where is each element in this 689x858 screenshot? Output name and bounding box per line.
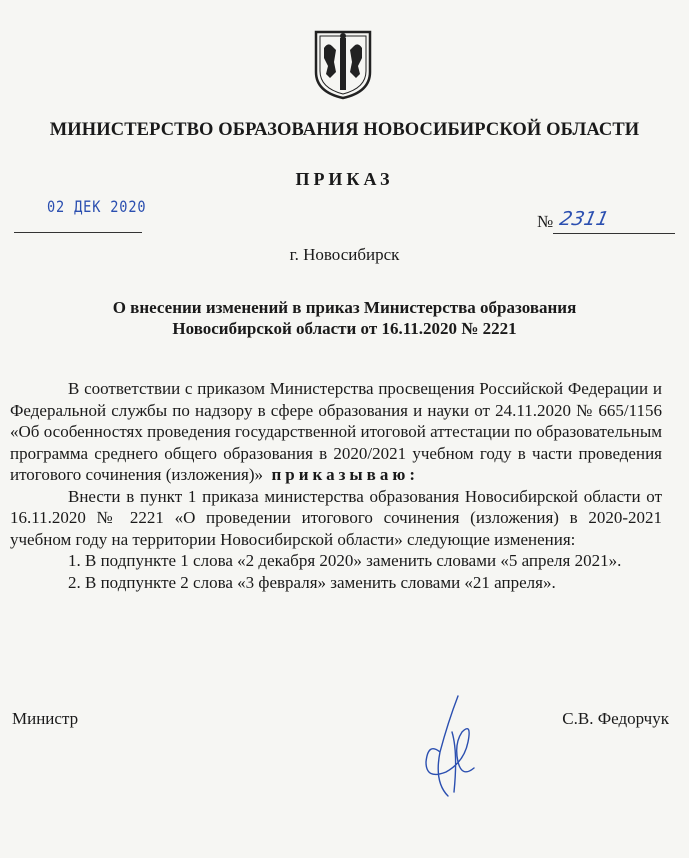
subject-line-1: О внесении изменений в приказ Министерства образования bbox=[112, 298, 577, 317]
signature bbox=[418, 692, 488, 802]
instruction-paragraph: Внести в пункт 1 приказа министерства образования Новосибирской области от 16.11.2020 № 2221 «О проведении итогового сочинения (изложения) в 2020-2021 учебном году на территории Новосибирской области» следующие изменения: bbox=[10, 486, 662, 549]
list-item-1: 1. В подпункте 1 слова «2 декабря 2020» заменить словами «5 апреля 2021». bbox=[68, 551, 622, 570]
preamble-paragraph bbox=[10, 378, 662, 486]
number-label: № bbox=[537, 212, 554, 231]
subject-line-2: Новосибирской области от 16.11.2020 № 2221 bbox=[172, 319, 517, 338]
document-subject bbox=[60, 297, 629, 339]
number-underline bbox=[553, 233, 675, 234]
ministry-name: МИНИСТЕРСТВО ОБРАЗОВАНИЯ НОВОСИБИРСКОЙ ОБЛАСТИ bbox=[49, 120, 640, 140]
date-underline bbox=[14, 232, 142, 233]
city: г. Новосибирск bbox=[289, 245, 400, 264]
document-number: 2311 bbox=[557, 208, 611, 230]
list-item-2: 2. В подпункте 2 слова «3 февраля» заменить словами «21 апреля». bbox=[68, 572, 556, 592]
date-stamp: 02 ДЕК 2020 bbox=[47, 197, 147, 216]
novosibirsk-coat-of-arms-icon bbox=[312, 28, 374, 100]
document-body bbox=[10, 378, 662, 593]
signatory-title: Министр bbox=[12, 709, 79, 728]
preamble-text: В соответствии с приказом Министерства просвещения Российской Федерации и Федеральной службы по надзору в сфере образования и науки от 24.11.2020 № 665/1156 «Об особенностях проведения государственной итоговой аттестации по образовательным программа среднего общего образования в 2020/2021 учебном году в части проведения итогового сочинения (изложения)» bbox=[10, 379, 662, 484]
order-word: приказываю: bbox=[271, 465, 420, 484]
document-type: ПРИКАЗ bbox=[295, 169, 394, 189]
signatory-name: С.В. Федорчук bbox=[562, 709, 669, 728]
